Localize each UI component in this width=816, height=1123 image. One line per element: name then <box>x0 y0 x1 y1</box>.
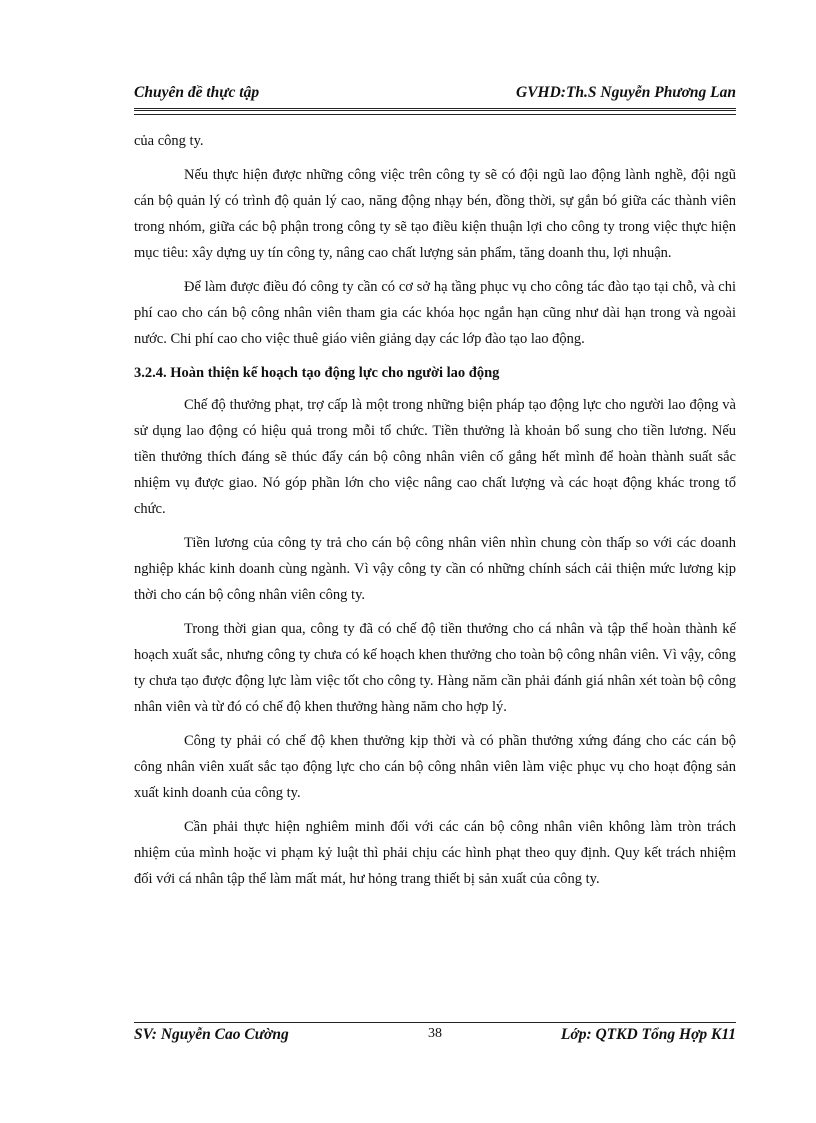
footer-student: SV: Nguyễn Cao Cường <box>134 1026 289 1043</box>
paragraph: Để làm được điều đó công ty cần có cơ sở hạ tầng phục vụ cho công tác đào tạo tại chỗ, và chi phí cao cho cán bộ công nhân viên tham gia các khóa học ngắn hạn cũng như dài hạn trong và ngoài nước. Chi phí cao cho việc thuê giáo viên giảng dạy các lớp đào tạo lao động. <box>134 279 736 347</box>
document-body <box>134 128 736 900</box>
footer-class: Lớp: QTKD Tổng Hợp K11 <box>560 1026 736 1043</box>
page-number: 38 <box>428 1026 442 1041</box>
header-rule <box>134 108 736 115</box>
paragraph: Công ty phải có chế độ khen thưởng kịp thời và có phần thưởng xứng đáng cho các cán bộ công nhân viên xuất sắc tạo động lực cho cán bộ công nhân viên làm việc phục vụ cho hoạt động sản xuất kinh doanh của công ty. <box>134 733 736 801</box>
footer-rule <box>134 1022 736 1023</box>
paragraph: Cần phải thực hiện nghiêm minh đối với các cán bộ công nhân viên không làm tròn trách nhiệm của mình hoặc vi phạm kỷ luật thì phải chịu các hình phạt theo quy định. Quy kết trách nhiệm đối với cá nhân tập thể làm mất mát, hư hỏng trang thiết bị sản xuất của công ty. <box>134 819 736 887</box>
section-heading: 3.2.4. Hoàn thiện kế hoạch tạo động lực cho người lao động <box>134 365 500 381</box>
paragraph: Chế độ thưởng phạt, trợ cấp là một trong những biện pháp tạo động lực cho người lao động và sử dụng lao động có hiệu quả trong mỗi tổ chức. Tiền thưởng là khoản bổ sung cho tiền lương. Nếu tiền thưởng thích đáng sẽ thúc đẩy cán bộ công nhân viên cố gắng hết mình để hoàn thành suất sắc nhiệm vụ được giao. Nó góp phần lớn cho việc nâng cao chất lượng và các hoạt động khác trong tổ chức. <box>134 397 736 517</box>
paragraph: Trong thời gian qua, công ty đã có chế độ tiền thưởng cho cá nhân và tập thể hoàn thành kế hoạch xuất sắc, nhưng công ty chưa có kế hoạch khen thưởng cho toàn bộ công nhân viên. Vì vậy, công ty chưa tạo được động lực làm việc tốt cho công ty. Hàng năm cần phải đánh giá nhân xét toàn bộ công nhân viên và từ đó có chế độ khen thưởng hàng năm cho hợp lý. <box>134 621 736 715</box>
page-header <box>134 84 736 108</box>
header-supervisor: GVHD:Th.S Nguyễn Phương Lan <box>516 84 736 101</box>
paragraph: Tiền lương của công ty trả cho cán bộ công nhân viên nhìn chung còn thấp so với các doanh nghiệp khác kinh doanh cùng ngành. Vì vậy công ty cần có những chính sách cải thiện mức lương kịp thời cho cán bộ công nhân viên công ty. <box>134 535 736 603</box>
paragraph: của công ty. <box>134 133 204 149</box>
page-footer <box>134 1026 736 1050</box>
header-title: Chuyên đề thực tập <box>134 84 260 101</box>
paragraph: Nếu thực hiện được những công việc trên công ty sẽ có đội ngũ lao động lành nghề, đội ngũ cán bộ quản lý có trình độ quản lý cao, năng động nhạy bén, đồng thời, sự gắn bó giữa các thành viên trong nhóm, giữa các bộ phận trong công ty sẽ tạo điều kiện thuận lợi cho công ty trong việc thực hiện mục tiêu: xây dựng uy tín công ty, nâng cao chất lượng sản phẩm, tăng doanh thu, lợi nhuận. <box>134 167 736 261</box>
